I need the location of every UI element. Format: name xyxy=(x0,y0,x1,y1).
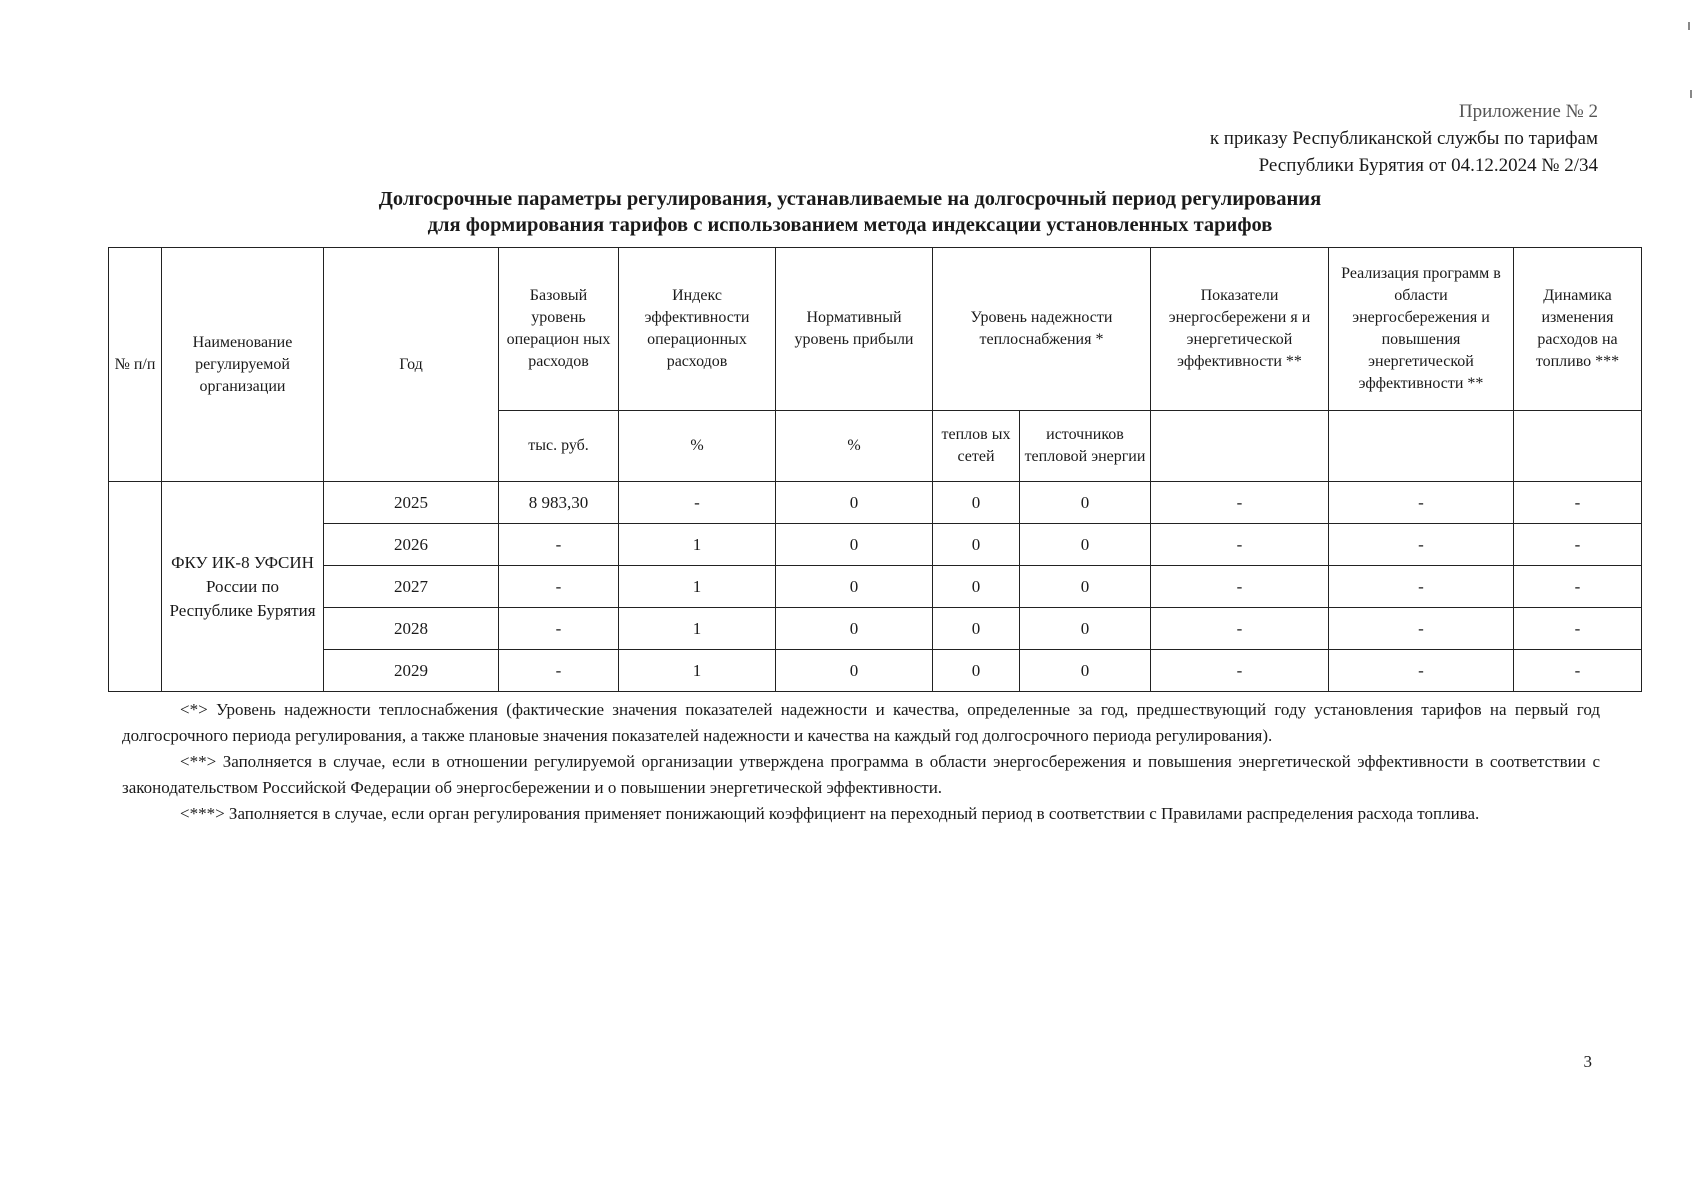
cell-sources: 0 xyxy=(1020,482,1151,524)
cell-indicators: - xyxy=(1151,566,1329,608)
row-number-cell xyxy=(109,482,162,692)
scan-mark xyxy=(1688,22,1690,30)
unit-heat-networks: теплов ых сетей xyxy=(933,411,1020,482)
unit-empty xyxy=(1514,411,1642,482)
cell-networks: 0 xyxy=(933,566,1020,608)
cell-profit: 0 xyxy=(776,482,933,524)
appendix-line-2: к приказу Республиканской службы по тарифам xyxy=(1209,128,1598,149)
header-reliability: Уровень надежности теплоснабжения * xyxy=(933,248,1151,411)
header-org: Наименование регулируемой организации xyxy=(162,248,324,482)
unit-empty xyxy=(1151,411,1329,482)
cell-sources: 0 xyxy=(1020,608,1151,650)
cell-indicators: - xyxy=(1151,482,1329,524)
cell-fuel: - xyxy=(1514,650,1642,692)
header-base-costs: Базовый уровень операцион ных расходов xyxy=(499,248,619,411)
table-row xyxy=(109,566,1642,608)
cell-profit: 0 xyxy=(776,650,933,692)
parameters-table xyxy=(108,247,1642,692)
footnote-reliability: <*> Уровень надежности теплоснабжения (фактические значения показателей надежности и качества, определенные за год, предшествующий году установления тарифов на первый год долгосрочного периода регулирования, а также плановые значения показателей надежности и качества на каждый год долгосрочного периода регулирования). xyxy=(122,700,1600,745)
footnote-fuel: <***> Заполняется в случае, если орган регулирования применяет понижающий коэффициент на переходный период в соответствии с Правилами распределения расхода топлива. xyxy=(180,804,1480,823)
table-row xyxy=(109,482,1642,524)
cell-year: 2026 xyxy=(324,524,499,566)
cell-index: 1 xyxy=(619,566,776,608)
cell-base: - xyxy=(499,608,619,650)
table-row xyxy=(109,524,1642,566)
cell-networks: 0 xyxy=(933,608,1020,650)
cell-profit: 0 xyxy=(776,608,933,650)
table-row xyxy=(109,650,1642,692)
cell-sources: 0 xyxy=(1020,524,1151,566)
header-year: Год xyxy=(324,248,499,482)
footnote-energy-program: <**> Заполняется в случае, если в отношении регулируемой организации утверждена программа в области энергосбережения и повышения энергетической эффективности в соответствии с законодательством Российской Федерации об энергосбережении и о повышении энергетической эффективности. xyxy=(122,752,1600,797)
cell-year: 2027 xyxy=(324,566,499,608)
cell-networks: 0 xyxy=(933,482,1020,524)
appendix-line-3: Республики Бурятия от 04.12.2024 № 2/34 xyxy=(1258,155,1598,176)
header-energy-programs: Реализация программ в области энергосбережения и повышения энергетической эффективности ** xyxy=(1329,248,1514,411)
cell-base: - xyxy=(499,650,619,692)
cell-networks: 0 xyxy=(933,650,1020,692)
cell-programs: - xyxy=(1329,524,1514,566)
footnotes xyxy=(122,697,1600,827)
cell-indicators: - xyxy=(1151,524,1329,566)
cell-fuel: - xyxy=(1514,608,1642,650)
cell-base: - xyxy=(499,566,619,608)
cell-networks: 0 xyxy=(933,524,1020,566)
cell-base: - xyxy=(499,524,619,566)
cell-indicators: - xyxy=(1151,650,1329,692)
title-line-1: Долгосрочные параметры регулирования, устанавливаемые на долгосрочный период регулирования xyxy=(378,188,1322,210)
cell-sources: 0 xyxy=(1020,566,1151,608)
title-line-2: для формирования тарифов с использованием метода индексации установленных тарифов xyxy=(427,214,1273,236)
cell-fuel: - xyxy=(1514,482,1642,524)
header-num: № п/п xyxy=(109,248,162,482)
cell-sources: 0 xyxy=(1020,650,1151,692)
header-efficiency-index: Индекс эффективности операционных расходов xyxy=(619,248,776,411)
cell-indicators: - xyxy=(1151,608,1329,650)
cell-programs: - xyxy=(1329,650,1514,692)
cell-programs: - xyxy=(1329,566,1514,608)
header-profit-level: Нормативный уровень прибыли xyxy=(776,248,933,411)
document-title xyxy=(230,186,1470,238)
unit-profit-level: % xyxy=(776,411,933,482)
cell-index: - xyxy=(619,482,776,524)
cell-index: 1 xyxy=(619,608,776,650)
appendix-line-1: Приложение № 2 xyxy=(1458,101,1598,122)
cell-year: 2028 xyxy=(324,608,499,650)
organization-name: ФКУ ИК-8 УФСИН России по Республике Бурятия xyxy=(162,482,324,692)
cell-base: 8 983,30 xyxy=(499,482,619,524)
cell-fuel: - xyxy=(1514,566,1642,608)
header-row xyxy=(109,248,1642,411)
table-row xyxy=(109,608,1642,650)
cell-profit: 0 xyxy=(776,566,933,608)
scan-mark xyxy=(1690,90,1692,98)
cell-fuel: - xyxy=(1514,524,1642,566)
cell-year: 2029 xyxy=(324,650,499,692)
cell-index: 1 xyxy=(619,650,776,692)
unit-heat-sources: источников тепловой энергии xyxy=(1020,411,1151,482)
unit-empty xyxy=(1329,411,1514,482)
cell-programs: - xyxy=(1329,482,1514,524)
header-energy-indicators: Показатели энергосбережени я и энергетической эффективности ** xyxy=(1151,248,1329,411)
cell-year: 2025 xyxy=(324,482,499,524)
unit-base-costs: тыс. руб. xyxy=(499,411,619,482)
cell-programs: - xyxy=(1329,608,1514,650)
page-number: 3 xyxy=(1583,1052,1592,1071)
cell-index: 1 xyxy=(619,524,776,566)
cell-profit: 0 xyxy=(776,524,933,566)
unit-efficiency-index: % xyxy=(619,411,776,482)
header-fuel-dynamics: Динамика изменения расходов на топливо *** xyxy=(1514,248,1642,411)
appendix-header xyxy=(1210,98,1598,179)
